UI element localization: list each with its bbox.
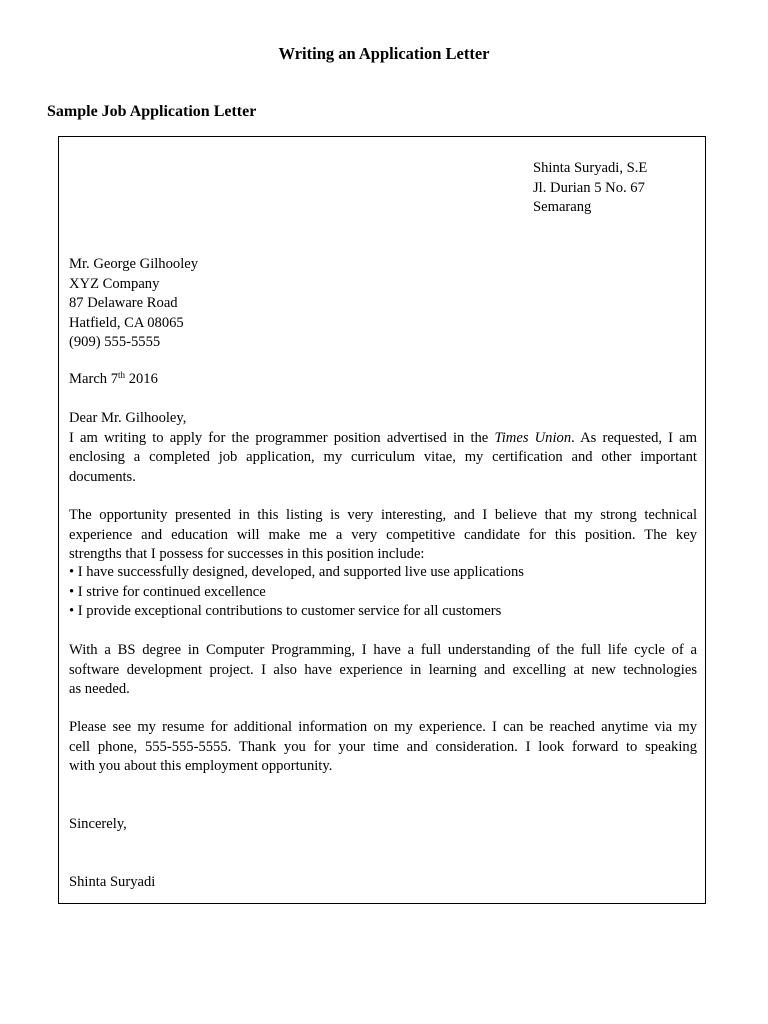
salutation-and-intro bbox=[69, 409, 697, 487]
sender-name: Shinta Suryadi, S.E bbox=[533, 160, 648, 176]
recipient-phone: (909) 555-5555 bbox=[69, 334, 161, 350]
recipient-address bbox=[69, 255, 198, 353]
date-suffix: th bbox=[118, 370, 126, 380]
list-item: • I have successfully designed, developed, and supported live use applications bbox=[69, 564, 524, 580]
newspaper-name: Times Union bbox=[494, 429, 572, 446]
sender-city: Semarang bbox=[533, 199, 592, 215]
intro-line-3: documents. bbox=[69, 468, 136, 485]
opportunity-line-3: strengths that I possess for successes in this position include: bbox=[69, 546, 425, 562]
intro-line-1-text: I am writing to apply for the programmer position advertised in the bbox=[69, 429, 495, 446]
paragraph-degree bbox=[69, 641, 697, 700]
sender-address bbox=[533, 159, 647, 218]
letter-date bbox=[69, 370, 158, 390]
date-month-day: March 7 bbox=[69, 371, 119, 387]
paragraph-opportunity bbox=[69, 506, 697, 565]
sender-street: Jl. Durian 5 No. 67 bbox=[533, 179, 645, 196]
list-item: • I provide exceptional contributions to customer service for all customers bbox=[69, 603, 502, 619]
recipient-name: Mr. George Gilhooley bbox=[69, 256, 199, 272]
list-item: • I strive for continued excellence bbox=[69, 583, 266, 600]
strengths-list bbox=[69, 563, 524, 622]
degree-line-1: With a BS degree in Computer Programming, I have a full understanding of the full life cycle of a bbox=[69, 642, 697, 658]
degree-line-3: as needed. bbox=[69, 681, 130, 697]
intro-line-2: enclosing a completed job application, my curriculum vitae, my certification and other important bbox=[69, 449, 697, 465]
section-heading: Sample Job Application Letter bbox=[47, 103, 257, 120]
contact-line-1: Please see my resume for additional information on my experience. I can be reached anytime via my bbox=[69, 719, 697, 735]
paragraph-contact bbox=[69, 718, 697, 777]
salutation: Dear Mr. Gilhooley, bbox=[69, 410, 187, 426]
intro-line-1 bbox=[69, 429, 697, 449]
degree-line-2: software development project. I also have experience in learning and excelling at new technologies bbox=[69, 661, 697, 678]
intro-line-1-end: . As requested, I am bbox=[571, 429, 697, 446]
signature: Shinta Suryadi bbox=[69, 874, 156, 890]
opportunity-line-1: The opportunity presented in this listing is very interesting, and I believe that my strong technical bbox=[69, 507, 697, 523]
document-title: Writing an Application Letter bbox=[278, 44, 490, 63]
date-year: 2016 bbox=[125, 371, 158, 387]
contact-line-2: cell phone, 555-555-5555. Thank you for your time and consideration. I look forward to speaking bbox=[69, 738, 697, 755]
closing: Sincerely, bbox=[69, 816, 127, 832]
recipient-city: Hatfield, CA 08065 bbox=[69, 314, 184, 331]
contact-line-3: with you about this employment opportunity. bbox=[69, 758, 333, 774]
letter-frame bbox=[58, 136, 706, 904]
opportunity-line-2: experience and education will make me a very competitive candidate for this position. The key bbox=[69, 526, 697, 543]
recipient-street: 87 Delaware Road bbox=[69, 295, 178, 311]
recipient-company: XYZ Company bbox=[69, 275, 160, 292]
